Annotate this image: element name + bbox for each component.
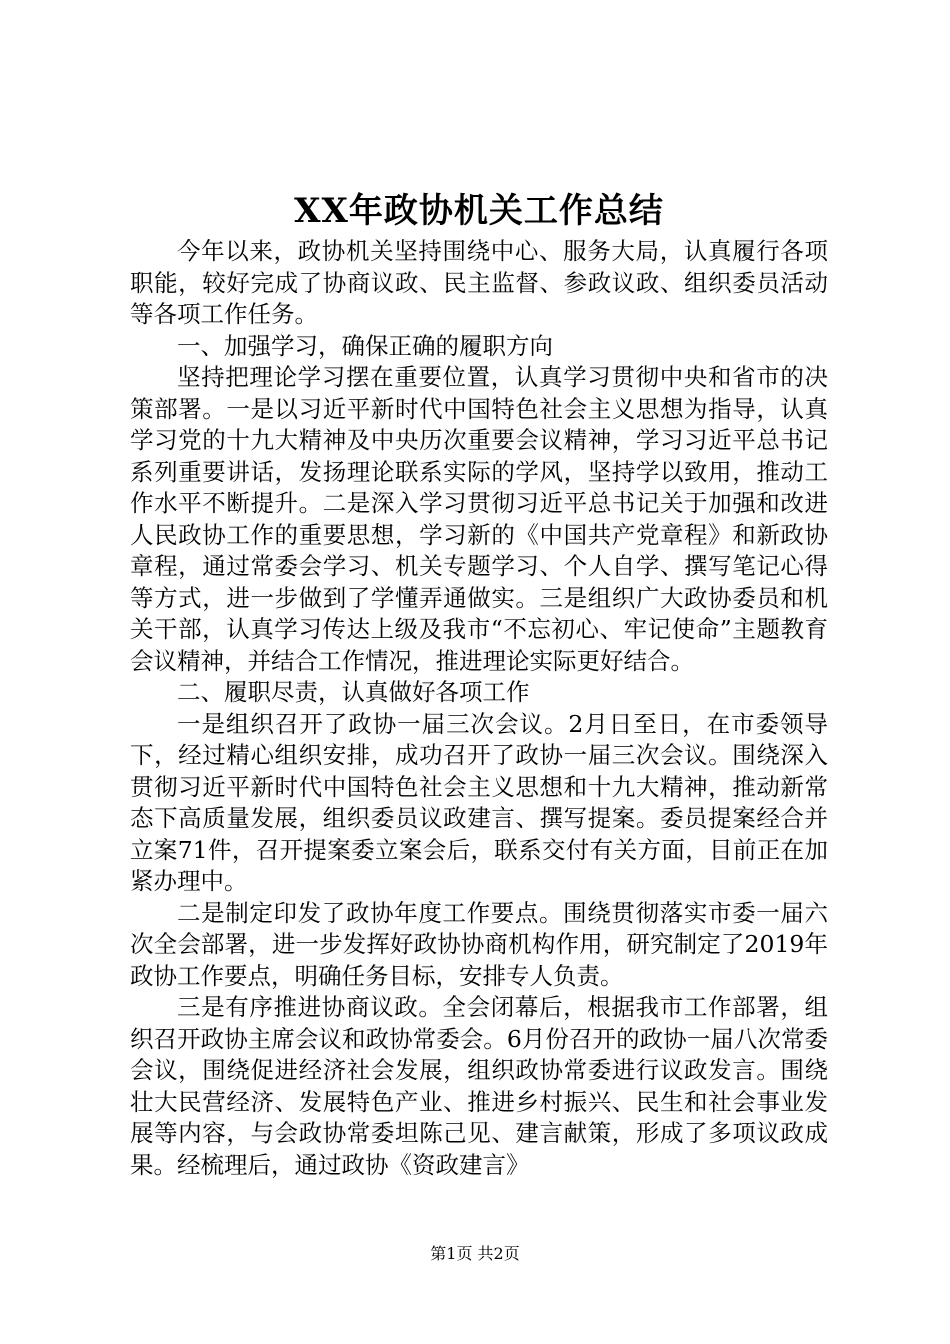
document-title: XX年政协机关工作总结 bbox=[294, 191, 664, 231]
section-2-paragraph-2: 二是制定印发了政协年度工作要点。围绕贯彻落实市委一届六次全会部署，进一步发挥好政协协商机构作用，研究制定了2019年政协工作要点，明确任务目标，安排专人负责。 bbox=[130, 898, 828, 990]
section-heading-2: 二、履职尽责，认真做好各项工作 bbox=[177, 678, 530, 706]
section-2-paragraph-1: 一是组织召开了政协一届三次会议。2月日至日，在市委领导下，经过精心组织安排，成功召开了政协一届三次会议。围绕深入贯彻习近平新时代中国特色社会主义思想和十九大精神，推动新常态下高质量发展，组织委员议政建言、撰写提案。委员提案经合并立案71件，召开提案委立案会后，联系交付有关方面，目前正在加紧办理中。 bbox=[130, 709, 828, 895]
intro-paragraph: 今年以来，政协机关坚持围绕中心、服务大局，认真履行各项职能，较好完成了协商议政、民主监督、参政议政、组织委员活动等各项工作任务。 bbox=[130, 237, 828, 328]
section-1-paragraph: 坚持把理论学习摆在重要位置，认真学习贯彻中央和省市的决策部署。一是以习近平新时代中国特色社会主义思想为指导，认真学习党的十九大精神及中央历次重要会议精神，学习习近平总书记系列重要讲话，发扬理论联系实际的学风，坚持学以致用，推动工作水平不断提升。二是深入学习贯彻习近平总书记关于加强和改进人民政协工作的重要思想，学习新的《中国共产党章程》和新政协章程，通过常委会学习、机关专题学习、个人自学、撰写笔记心得等方式，进一步做到了学懂弄通做实。三是组织广大政协委员和机关干部，认真学习传达上级及我市“不忘初心、牢记使命”主题教育会议精神，并结合工作情况，推进理论实际更好结合。 bbox=[130, 363, 828, 675]
section-heading-1: 一、加强学习，确保正确的履职方向 bbox=[177, 331, 553, 360]
document-page bbox=[130, 188, 828, 1181]
page-footer: 第1页 共2页 bbox=[430, 1244, 520, 1263]
section-2-paragraph-3: 三是有序推进协商议政。全会闭幕后，根据我市工作部署，组织召开政协主席会议和政协常委会。6月份召开的政协一届八次常委会议，围绕促进经济社会发展，组织政协常委进行议政发言。围绕壮大民营经济、发展特色产业、推进乡村振兴、民生和社会事业发展等内容，与会政协常委坦陈己见、建言献策，形成了多项议政成果。经梳理后，通过政协《资政建言》 bbox=[130, 993, 828, 1179]
